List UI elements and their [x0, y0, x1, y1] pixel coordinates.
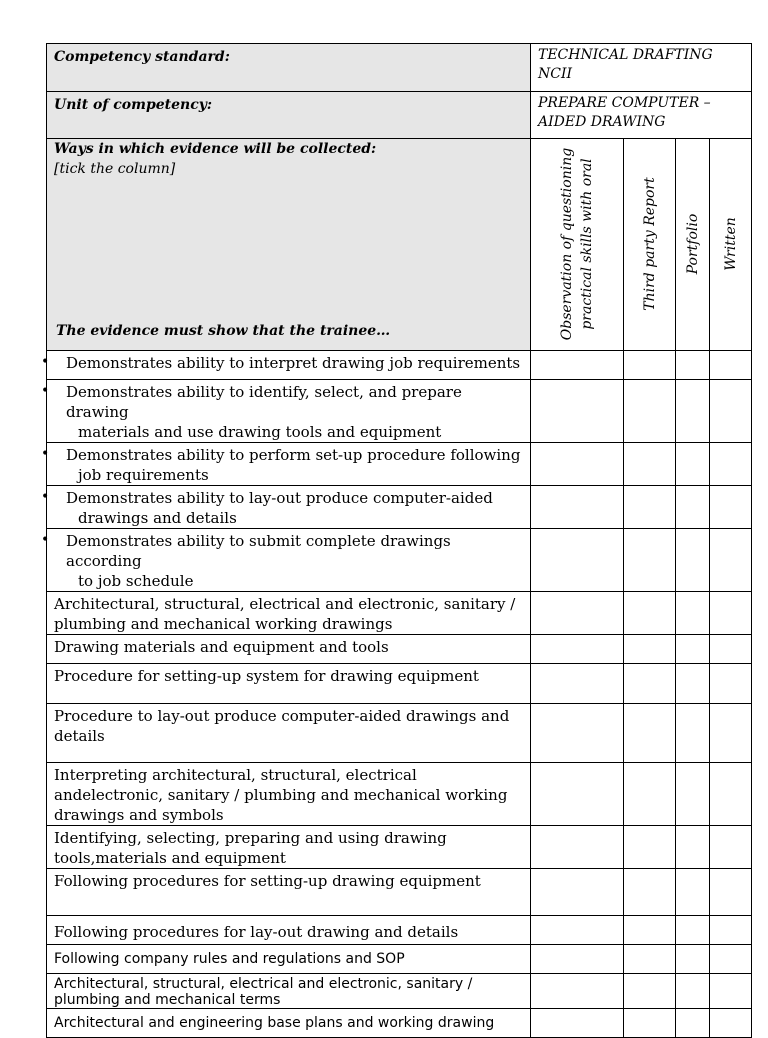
tick-portfolio[interactable] — [676, 945, 710, 974]
tick-third-party[interactable] — [624, 826, 676, 869]
col-third-party-label: Third party Report — [641, 177, 658, 311]
tick-third-party[interactable] — [624, 351, 676, 380]
tick-third-party[interactable] — [624, 763, 676, 826]
tick-observation[interactable] — [531, 486, 624, 529]
tick-third-party[interactable] — [624, 869, 676, 916]
table-row — [47, 704, 752, 763]
unit-value-line2: AIDED DRAWING — [538, 114, 666, 130]
criterion-cell: • Demonstrates ability to interpret drawing job requirements — [47, 351, 531, 380]
tick-portfolio[interactable] — [676, 486, 710, 529]
table-row — [47, 1009, 752, 1038]
tick-written[interactable] — [710, 1009, 752, 1038]
tick-third-party[interactable] — [624, 1009, 676, 1038]
tick-observation[interactable] — [531, 529, 624, 592]
tick-portfolio[interactable] — [676, 592, 710, 635]
table-row — [47, 826, 752, 869]
tick-portfolio[interactable] — [676, 664, 710, 704]
tick-observation[interactable] — [531, 916, 624, 945]
tick-third-party[interactable] — [624, 916, 676, 945]
criterion-cell: Following procedures for lay-out drawing and details — [47, 916, 531, 945]
ways-subtitle: [tick the column] — [54, 161, 176, 177]
tick-portfolio[interactable] — [676, 351, 710, 380]
tick-observation[interactable] — [531, 351, 624, 380]
criterion-cell: Following procedures for setting-up drawing equipment — [47, 869, 531, 916]
tick-written[interactable] — [710, 351, 752, 380]
table-row — [47, 664, 752, 704]
table-row — [47, 974, 752, 1009]
tick-portfolio[interactable] — [676, 443, 710, 486]
tick-third-party[interactable] — [624, 592, 676, 635]
tick-written[interactable] — [710, 869, 752, 916]
tick-third-party[interactable] — [624, 945, 676, 974]
table-row — [47, 763, 752, 826]
tick-written[interactable] — [710, 704, 752, 763]
tick-observation[interactable] — [531, 1009, 624, 1038]
criterion-cell: Architectural, structural, electrical and electronic, sanitary / plumbing and mechanical working drawings — [47, 592, 531, 635]
tick-written[interactable] — [710, 529, 752, 592]
col-observation — [531, 139, 624, 351]
tick-third-party[interactable] — [624, 664, 676, 704]
tick-observation[interactable] — [531, 635, 624, 664]
criterion-cell: Architectural, structural, electrical and electronic, sanitary / plumbing and mechanical terms — [47, 974, 531, 1009]
tick-observation[interactable] — [531, 763, 624, 826]
unit-value — [531, 92, 752, 139]
tick-written[interactable] — [710, 826, 752, 869]
table-row — [47, 945, 752, 974]
tick-third-party[interactable] — [624, 443, 676, 486]
ways-cell — [47, 139, 531, 351]
tick-observation[interactable] — [531, 664, 624, 704]
tick-observation[interactable] — [531, 826, 624, 869]
tick-written[interactable] — [710, 635, 752, 664]
tick-third-party[interactable] — [624, 529, 676, 592]
tick-observation[interactable] — [531, 945, 624, 974]
criterion-cell: Drawing materials and equipment and tools — [47, 635, 531, 664]
tick-observation[interactable] — [531, 869, 624, 916]
tick-written[interactable] — [710, 486, 752, 529]
ways-title: Ways in which evidence will be collected: — [54, 141, 377, 157]
criterion-cell: Procedure to lay-out produce computer-aided drawings and details — [47, 704, 531, 763]
col-portfolio — [676, 139, 710, 351]
criterion-cell: Following company rules and regulations and SOP — [47, 945, 531, 974]
competency-value-line2: NCII — [538, 66, 573, 82]
tick-portfolio[interactable] — [676, 826, 710, 869]
tick-written[interactable] — [710, 443, 752, 486]
col-observation-label: Observation of questioning practical skills with oral — [559, 147, 595, 341]
table-row — [47, 592, 752, 635]
tick-observation[interactable] — [531, 380, 624, 443]
criterion-cell: • Demonstrates ability to identify, select, and prepare drawing materials and use drawing tools and equipment — [47, 380, 531, 443]
tick-observation[interactable] — [531, 443, 624, 486]
criterion-cell: Architectural and engineering base plans and working drawing — [47, 1009, 531, 1038]
criterion-cell: Procedure for setting-up system for drawing equipment — [47, 664, 531, 704]
tick-written[interactable] — [710, 664, 752, 704]
evidence-table — [41, 43, 752, 1038]
table-row — [47, 486, 752, 529]
ways-footer: The evidence must show that the trainee… — [56, 323, 391, 339]
table-row — [47, 869, 752, 916]
tick-written[interactable] — [710, 916, 752, 945]
tick-written[interactable] — [710, 380, 752, 443]
tick-third-party[interactable] — [624, 380, 676, 443]
tick-written[interactable] — [710, 592, 752, 635]
tick-portfolio[interactable] — [676, 380, 710, 443]
table-row — [47, 635, 752, 664]
col-portfolio-label: Portfolio — [684, 213, 701, 275]
table-row — [47, 916, 752, 945]
tick-observation[interactable] — [531, 974, 624, 1009]
tick-portfolio[interactable] — [676, 869, 710, 916]
criterion-cell: Interpreting architectural, structural, electrical andelectronic, sanitary / plumbing and mechanical working drawings and symbols — [47, 763, 531, 826]
col-third-party — [624, 139, 676, 351]
tick-third-party[interactable] — [624, 704, 676, 763]
table-row — [47, 351, 752, 380]
criterion-cell: • Demonstrates ability to lay-out produce computer-aided drawings and details — [47, 486, 531, 529]
bullet-icon: • — [41, 383, 50, 399]
bullet-icon: • — [41, 489, 50, 505]
bullet-icon: • — [41, 354, 50, 370]
competency-value-line1: TECHNICAL DRAFTING — [538, 47, 713, 63]
criterion-cell: Identifying, selecting, preparing and using drawing tools,materials and equipment — [47, 826, 531, 869]
criterion-cell: • Demonstrates ability to submit complete drawings according to job schedule — [47, 529, 531, 592]
table-row — [47, 443, 752, 486]
tick-written[interactable] — [710, 974, 752, 1009]
tick-third-party[interactable] — [624, 635, 676, 664]
tick-third-party[interactable] — [624, 974, 676, 1009]
tick-observation[interactable] — [531, 592, 624, 635]
unit-label: Unit of competency: — [47, 92, 531, 139]
competency-label: Competency standard: — [47, 44, 531, 92]
col-written — [710, 139, 752, 351]
tick-portfolio[interactable] — [676, 763, 710, 826]
table-row — [47, 529, 752, 592]
tick-written[interactable] — [710, 763, 752, 826]
tick-portfolio[interactable] — [676, 529, 710, 592]
tick-third-party[interactable] — [624, 486, 676, 529]
col-written-label: Written — [722, 217, 739, 271]
tick-portfolio[interactable] — [676, 916, 710, 945]
criterion-cell: • Demonstrates ability to perform set-up procedure following job requirements — [47, 443, 531, 486]
bullet-icon: • — [41, 446, 50, 462]
bullet-icon: • — [41, 532, 50, 548]
tick-portfolio[interactable] — [676, 635, 710, 664]
table-row — [47, 380, 752, 443]
tick-portfolio[interactable] — [676, 1009, 710, 1038]
tick-portfolio[interactable] — [676, 704, 710, 763]
tick-written[interactable] — [710, 945, 752, 974]
competency-value — [531, 44, 752, 92]
tick-portfolio[interactable] — [676, 974, 710, 1009]
unit-value-line1: PREPARE COMPUTER – — [538, 95, 711, 111]
tick-observation[interactable] — [531, 704, 624, 763]
